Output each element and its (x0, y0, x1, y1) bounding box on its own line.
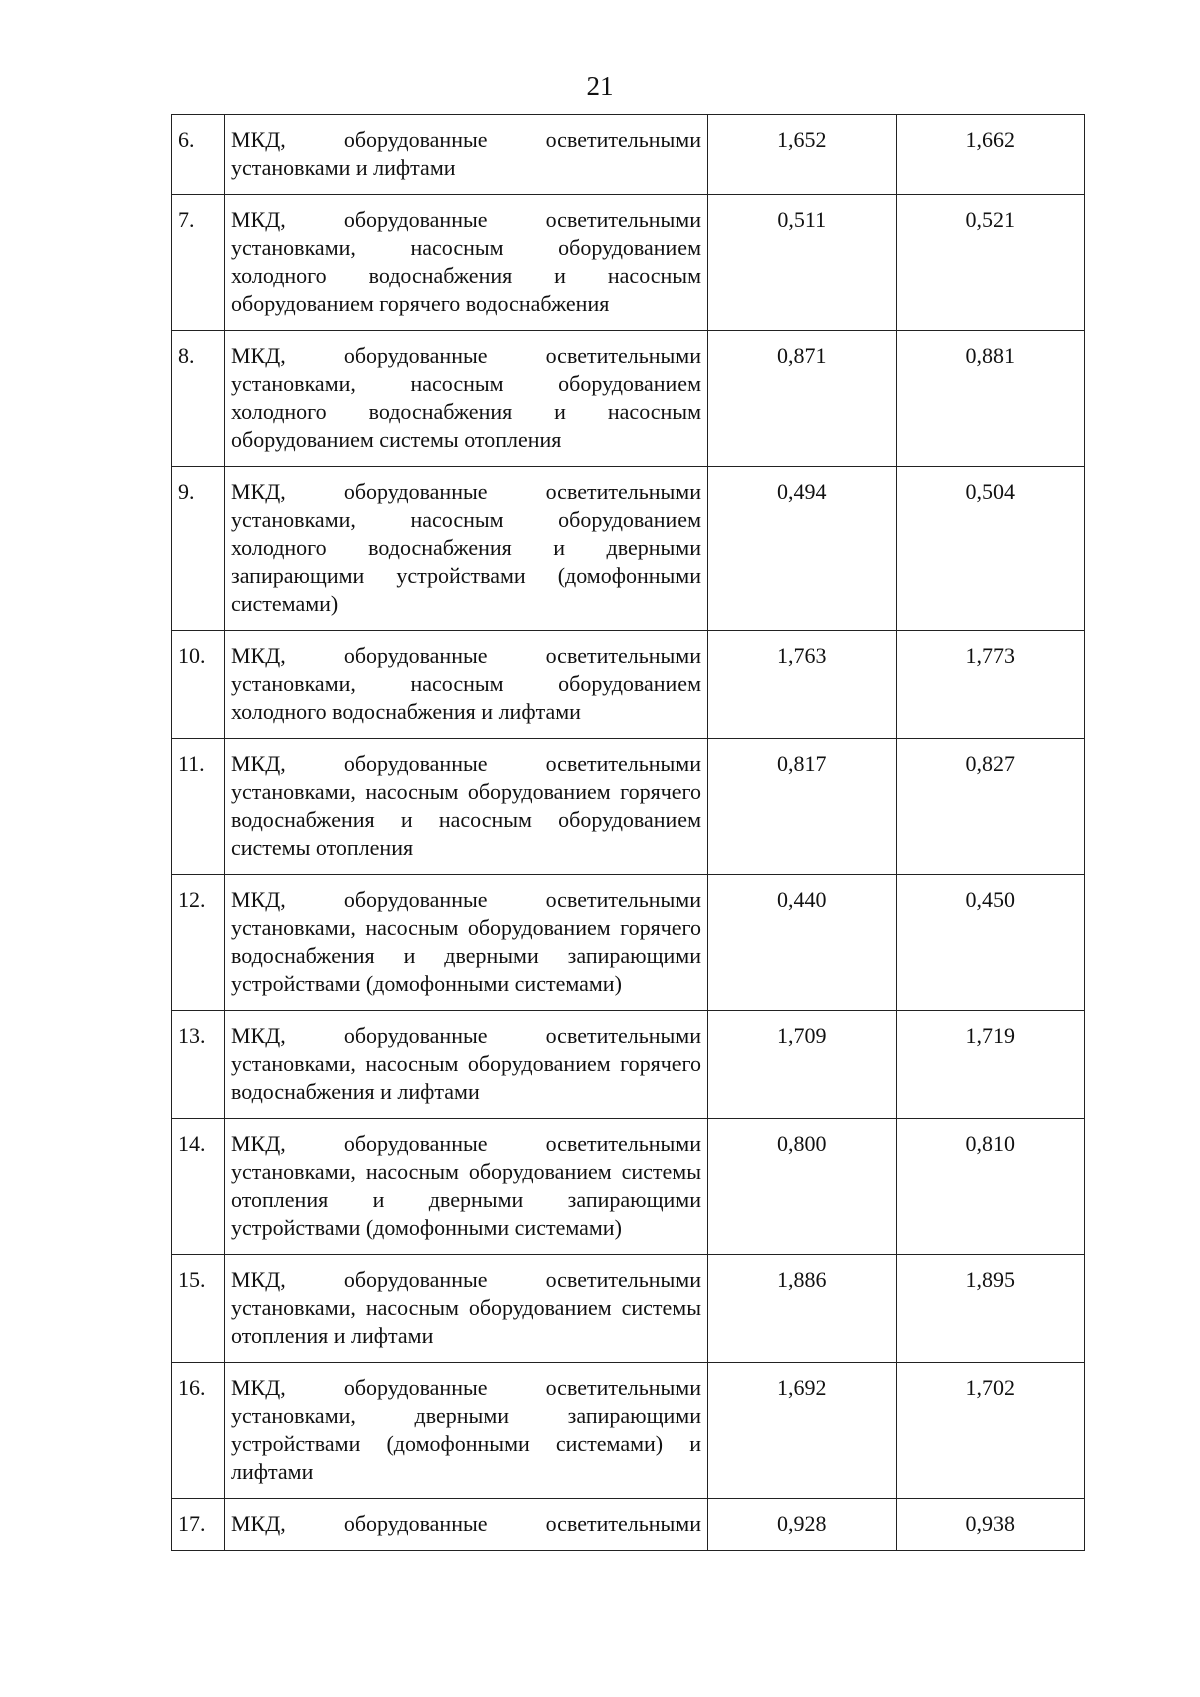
row-value-2: 1,895 (896, 1255, 1085, 1363)
row-description: МКД, оборудованные осветительными установками, насосным оборудованием системы отопления и дверными запирающими устройствами (домофонными системами) (225, 1119, 708, 1255)
page-number: 21 (586, 71, 614, 101)
row-value-2: 0,881 (896, 331, 1085, 467)
row-number: 15. (172, 1255, 225, 1363)
row-value-2: 1,662 (896, 115, 1085, 195)
row-value-2: 1,773 (896, 631, 1085, 739)
table-row (172, 1011, 1085, 1119)
row-value-2: 1,702 (896, 1363, 1085, 1499)
row-number: 12. (172, 875, 225, 1011)
row-value-1: 0,800 (708, 1119, 897, 1255)
tariff-table (171, 114, 1085, 1551)
table-row (172, 739, 1085, 875)
table-row (172, 331, 1085, 467)
row-number: 13. (172, 1011, 225, 1119)
table-row (172, 1255, 1085, 1363)
row-description: МКД, оборудованные осветительными установками, насосным оборудованием холодного водоснабжения и лифтами (225, 631, 708, 739)
row-value-2: 1,719 (896, 1011, 1085, 1119)
row-number: 10. (172, 631, 225, 739)
row-value-2: 0,450 (896, 875, 1085, 1011)
row-value-1: 1,652 (708, 115, 897, 195)
table-row (172, 1119, 1085, 1255)
row-number: 8. (172, 331, 225, 467)
row-value-1: 0,440 (708, 875, 897, 1011)
row-description: МКД, оборудованные осветительными установками, насосным оборудованием холодного водоснабжения и насосным оборудованием горячего водоснабжения (225, 195, 708, 331)
row-description: МКД, оборудованные осветительными установками, насосным оборудованием горячего водоснабжения и лифтами (225, 1011, 708, 1119)
row-number: 14. (172, 1119, 225, 1255)
row-description: МКД, оборудованные осветительными установками, насосным оборудованием горячего водоснабжения и дверными запирающими устройствами (домофонными системами) (225, 875, 708, 1011)
row-value-1: 1,692 (708, 1363, 897, 1499)
row-description: МКД, оборудованные осветительными установками, насосным оборудованием холодного водоснабжения и насосным оборудованием системы отопления (225, 331, 708, 467)
row-description: МКД, оборудованные осветительными установками, дверными запирающими устройствами (домофонными системами) и лифтами (225, 1363, 708, 1499)
table-row (172, 1363, 1085, 1499)
row-value-2: 0,504 (896, 467, 1085, 631)
row-number: 11. (172, 739, 225, 875)
row-description: МКД, оборудованные осветительными (225, 1499, 708, 1551)
row-value-1: 0,928 (708, 1499, 897, 1551)
row-description: МКД, оборудованные осветительными установками и лифтами (225, 115, 708, 195)
row-number: 7. (172, 195, 225, 331)
row-number: 16. (172, 1363, 225, 1499)
row-value-2: 0,521 (896, 195, 1085, 331)
row-value-2: 0,938 (896, 1499, 1085, 1551)
row-value-2: 0,810 (896, 1119, 1085, 1255)
row-value-1: 1,709 (708, 1011, 897, 1119)
table-row (172, 875, 1085, 1011)
row-value-1: 0,871 (708, 331, 897, 467)
row-value-1: 1,886 (708, 1255, 897, 1363)
table-row (172, 115, 1085, 195)
table-row (172, 467, 1085, 631)
table-row (172, 195, 1085, 331)
row-number: 6. (172, 115, 225, 195)
row-value-2: 0,827 (896, 739, 1085, 875)
row-value-1: 0,511 (708, 195, 897, 331)
row-value-1: 0,494 (708, 467, 897, 631)
row-value-1: 1,763 (708, 631, 897, 739)
row-description: МКД, оборудованные осветительными установками, насосным оборудованием системы отопления и лифтами (225, 1255, 708, 1363)
row-value-1: 0,817 (708, 739, 897, 875)
row-number: 17. (172, 1499, 225, 1551)
table-row (172, 631, 1085, 739)
row-description: МКД, оборудованные осветительными установками, насосным оборудованием холодного водоснабжения и дверными запирающими устройствами (домофонными системами) (225, 467, 708, 631)
table-row (172, 1499, 1085, 1551)
row-number: 9. (172, 467, 225, 631)
row-description: МКД, оборудованные осветительными установками, насосным оборудованием горячего водоснабжения и насосным оборудованием системы отопления (225, 739, 708, 875)
